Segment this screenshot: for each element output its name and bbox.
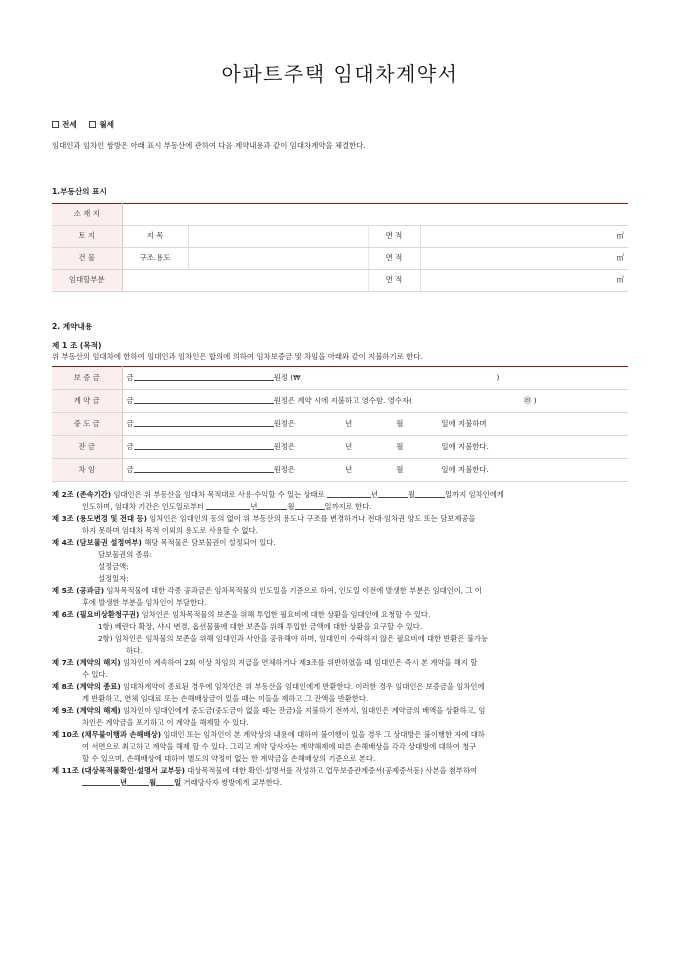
interim-payment-field[interactable]: 금 원정은 년 월 일에 지불하며 [122,413,628,436]
option-wolse[interactable]: 월세 [89,120,114,129]
table-row [52,226,628,248]
payment-table [52,366,628,482]
article-2: 제 2조 (존속기간) 임대인은 위 부동산을 임대차 목적대로 사용·수익할 수 있는 상태로 년 월 일까지 임차인에게 인도하며, 임대차 기간은 인도일로부터 년 월 일까지로 한다. [52,490,504,511]
balance-field[interactable]: 금 원정은 년 월 일에 지불한다. [122,436,628,459]
property-table [52,203,628,292]
rent-field[interactable]: 금 원정은 년 월 일에 지불한다. [122,459,628,482]
land-category-label: 지 목 [122,226,188,248]
land-area-label: 면 적 [368,226,420,248]
table-row [52,413,628,436]
article-8: 제 8조 (계약의 종료) 임대차계약이 종료된 경우에 임차인은 위 부동산을 임대인에게 반환한다. 이러한 경우 임대인은 보증금을 임차인에 게 반환하고, 연체 임대료 또는 손해배상금이 있을 때는 이들을 제하고 그 잔액을 반환한다. [52,682,485,703]
location-label: 소 재 지 [52,204,122,226]
rent-label: 차 임 [52,459,122,482]
down-payment-label: 계 약 금 [52,390,122,413]
land-area-field[interactable]: ㎡ [420,226,628,248]
interim-payment-label: 중 도 금 [52,413,122,436]
wolse-checkbox[interactable] [89,121,96,128]
building-label: 건 물 [52,248,122,270]
building-area-label: 면 적 [368,248,420,270]
article-9: 제 9조 (계약의 해제) 임차인이 임대인에게 중도금(중도금이 없을 때는 잔금)을 지불하기 전까지, 임대인은 계약금의 배액을 상환하고, 임 차인은 계약금을 포기하고 이 계약을 해제할 수 있다. [52,706,486,727]
a2-year2-blank[interactable] [206,501,250,510]
article1-text: 위 부동산의 임대차에 한하여 임대인과 임차인은 합의에 의하여 임차보증금 및 차임을 아래와 같이 지불하기로 한다. [52,352,423,361]
a11-day-blank[interactable] [156,777,174,786]
section1-title: 1.부동산의 표시 [52,187,107,196]
intro-text: 임대인과 임차인 쌍방은 아래 표시 부동산에 관하여 다음 계약내용과 같이 임대차계약을 체결한다. [52,141,366,150]
document-title: 아파트주택 임대차계약서 [221,62,459,86]
rent-amount-blank[interactable] [134,464,274,473]
a2-day2-blank[interactable] [295,501,325,510]
interim-amount-blank[interactable] [134,418,274,427]
land-category-field[interactable] [188,226,368,248]
jeonse-checkbox[interactable] [52,121,59,128]
a2-year-blank[interactable] [327,489,371,498]
article-3: 제 3조 (용도변경 및 전대 등) 임차인은 임대인의 동의 없이 위 부동산의 용도나 구조를 변경하거나 전대·임차권 양도 또는 담보제공을 하지 못하며 임대차 목적 이외의 용도로 사용할 수 없다. [52,514,476,535]
table-row [52,436,628,459]
land-label: 토 지 [52,226,122,248]
building-area-field[interactable]: ㎡ [420,248,628,270]
location-field[interactable] [122,204,628,226]
balance-amount-blank[interactable] [134,441,274,450]
a11-year-blank[interactable] [82,777,120,786]
deposit-label: 보 증 금 [52,367,122,390]
building-structure-label: 구조.용도 [122,248,188,270]
table-row [52,459,628,482]
a11-month-blank[interactable] [127,777,149,786]
table-row [52,204,628,226]
article-7: 제 7조 (계약의 해지) 임차인이 계속하여 2회 이상 차임의 지급을 연체하거나 제3조를 위반하였을 때 임대인은 즉시 본 계약을 해지 할 수 있다. [52,658,478,679]
lease-part-field[interactable] [122,270,368,292]
table-row [52,270,628,292]
article-11: 제 11조 (대상목적물확인·설명서 교부등) 대상목적물에 대한 확인·설명서를 작성하고 업무보증관계증서(공제증서등) 사본을 첨부하여 년 월 일 거래당사자 쌍방에게 교부한다. [52,766,478,787]
contract-articles [52,489,630,789]
article-4: 제 4조 (담보물권 설정여부) 해당 목적물은 담보물권이 설정되어 있다. 담보물권의 종류: 설정금액: 설정일자: [52,538,276,583]
article1-heading: 제 1 조 (목적) [52,341,102,350]
article-10: 제 10조 (채무불이행과 손해배상) 임대인 또는 임차인이 본 계약상의 내용에 대하여 불이행이 있을 경우 그 상대방은 불이행한 자에 대하 여 서면으로 최고하고 계약을 해제 할 수 있다. 그리고 계약 당사자는 계약해제에 따른 손해배상을 각각 상대방에 대하여 청구 할 수 있으며, 손해배상에 대하여 별도의 약정이 없는 한 계약금을 손해배상의 기준으로 본다. [52,730,485,763]
deposit-amount-blank[interactable] [134,372,274,381]
lease-part-label: 임대할부분 [52,270,122,292]
table-row [52,367,628,390]
a2-day-blank[interactable] [415,489,445,498]
contract-type-options [52,119,124,130]
deposit-field[interactable]: 금 원정 (₩ ) [122,367,628,390]
balance-label: 잔 금 [52,436,122,459]
lease-area-field[interactable]: ㎡ [420,270,628,292]
a2-month2-blank[interactable] [257,501,287,510]
option-jeonse[interactable]: 전세 [52,120,77,129]
lease-area-label: 면 적 [368,270,420,292]
table-row [52,248,628,270]
table-row [52,390,628,413]
section2-title: 2. 계약내용 [52,322,93,331]
building-structure-field[interactable] [188,248,368,270]
down-payment-field[interactable]: 금 원정은 계약 시에 지불하고 영수함. 영수자( ㊞ ) [122,390,628,413]
article-5: 제 5조 (공과금) 임차목적물에 대한 각종 공과금은 임차목적물의 인도일을 기준으로 하여, 인도일 이전에 발생한 부분은 임대인이, 그 이 후에 발생한 부분을 임차인이 부담한다. [52,586,482,607]
article-6: 제 6조 (필요비상환청구권) 임차인은 임차목적물의 보존을 위해 투입한 필요비에 대한 상환을 임대인에 요청할 수 있다. 1항) 베란다 확장, 샤시 변경, 옵션물품에 대한 보존을 위해 투입한 금액에 대한 상환을 요구할 수 있다. 2항) 임차인은 임차물의 보존을 위해 임대인과 사안을 공유해야 하며, 임대인이 수락하지 않은 필요비에 대한 반환은 불가능 하다. [52,610,488,655]
a2-month-blank[interactable] [378,489,408,498]
down-payment-blank[interactable] [134,395,274,404]
